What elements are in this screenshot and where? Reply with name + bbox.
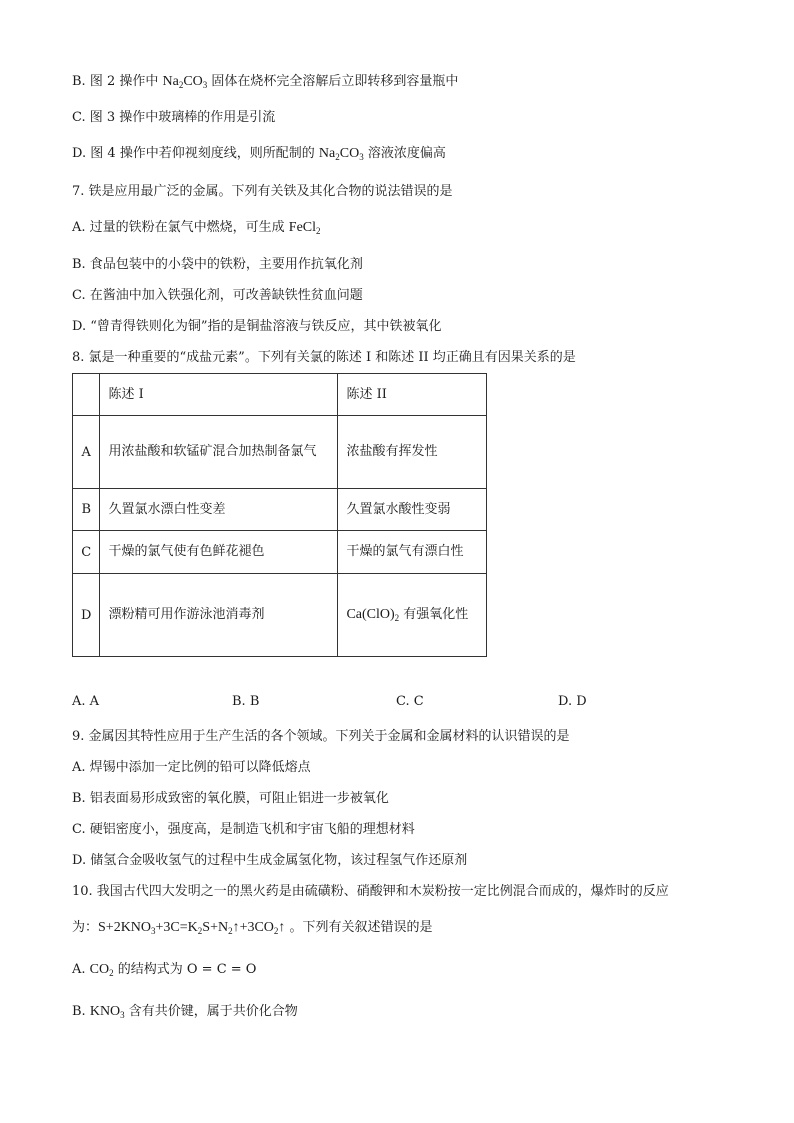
- formula-part: CO: [89, 962, 110, 977]
- q8-choice-b[interactable]: B. B: [232, 694, 260, 709]
- q8-choice-d[interactable]: D. D: [558, 694, 587, 709]
- q7-option-c: C. 在酱油中加入铁强化剂，可改善缺铁性贫血问题: [72, 288, 363, 303]
- table-header-row: [73, 374, 487, 416]
- row-key: A: [73, 416, 100, 489]
- q10-option-b-text: 含有共价键，属于共价化合物: [124, 1004, 298, 1019]
- row-statement-1: 漂粉精可用作游泳池消毒剂: [100, 574, 338, 657]
- fecl2-formula: [289, 220, 321, 235]
- q7-option-a-text: A. 过量的铁粉在氯气中燃烧，可生成: [72, 220, 289, 235]
- q8-choice-c[interactable]: C. C: [396, 694, 424, 709]
- row-statement-1: 干燥的氯气使有色鲜花褪色: [100, 531, 338, 574]
- q10-stem: 10. 我国古代四大发明之一的黑火药是由硫磺粉、硝酸钾和木炭粉按一定比例混合而成的，爆炸时的反应: [72, 884, 669, 899]
- q7-option-d: D. “曾青得铁则化为铜”指的是铜盐溶液与铁反应，其中铁被氧化: [72, 319, 442, 334]
- q10-stem-prefix: 为：: [72, 920, 99, 935]
- row-key: D: [73, 574, 100, 657]
- table-row: [73, 574, 487, 657]
- row-statement-2: [338, 574, 487, 657]
- formula-subscript: 2: [228, 926, 233, 936]
- formula-part: ↑: [278, 920, 286, 935]
- row-statement-1: 久置氯水漂白性变差: [100, 489, 338, 531]
- kno3-formula: [90, 1004, 125, 1019]
- q6-option-d: [72, 144, 446, 164]
- q6-option-b: [72, 72, 458, 92]
- row-statement-2: 浓盐酸有挥发性: [338, 416, 487, 489]
- formula-subscript: 3: [359, 152, 364, 162]
- q10-stem-suffix: 。下列有关叙述错误的是: [285, 920, 433, 935]
- q6-option-b-text-end: 固体在烧杯完全溶解后立即转移到容量瓶中: [207, 74, 459, 89]
- na2co3-formula: [163, 74, 208, 89]
- q7-option-a: [72, 218, 321, 238]
- q6-option-c: C. 图 3 操作中玻璃棒的作用是引流: [72, 110, 276, 125]
- q10-option-b-label: B.: [72, 1004, 90, 1019]
- q9-stem: 9. 金属因其特性应用于生产生活的各个领域。下列关于金属和金属材料的认识错误的是: [72, 729, 570, 744]
- formula-part: +3C=K: [155, 920, 198, 935]
- formula-part: CO: [183, 74, 203, 89]
- q9-option-c: C. 硬铝密度小，强度高，是制造飞机和宇宙飞船的理想材料: [72, 822, 415, 837]
- formula-part: Na: [318, 146, 336, 161]
- formula-part: FeCl: [288, 220, 317, 235]
- formula-part: S+2KNO: [98, 920, 152, 935]
- table-row: [73, 489, 487, 531]
- row-key: C: [73, 531, 100, 574]
- q6-option-b-text: B. 图 2 操作中: [72, 74, 163, 89]
- formula-subscript: 2: [273, 926, 279, 936]
- row-statement-2-text: 有强氧化性: [399, 607, 469, 622]
- row-key: B: [73, 489, 100, 531]
- q9-option-d: D. 储氢合金吸收氢气的过程中生成金属氢化物，该过程氢气作还原剂: [72, 853, 468, 868]
- co2-formula: [90, 962, 114, 977]
- formula-subscript: 2: [394, 613, 400, 623]
- gunpowder-reaction-equation: [98, 920, 285, 935]
- q10-option-a-text: 的结构式为 O = C = O: [113, 962, 257, 977]
- formula-part: Ca(ClO): [346, 607, 395, 622]
- formula-subscript: 2: [197, 926, 203, 936]
- q10-option-a-label: A.: [72, 962, 90, 977]
- formula-subscript: 3: [202, 80, 208, 90]
- formula-part: KNO: [89, 1004, 121, 1019]
- table-row: [73, 416, 487, 489]
- na2co3-formula: [319, 146, 364, 161]
- q8-stem: 8. 氯是一种重要的“成盐元素”。下列有关氯的陈述 I 和陈述 II 均正确且有因果关系的是: [72, 350, 576, 365]
- row-statement-1: 用浓盐酸和软锰矿混合加热制备氯气: [100, 416, 338, 489]
- q10-stem-equation-line: [72, 918, 433, 938]
- q8-choice-a[interactable]: A. A: [72, 694, 100, 709]
- q7-stem: 7. 铁是应用最广泛的金属。下列有关铁及其化合物的说法错误的是: [72, 184, 453, 199]
- q6-option-d-text: D. 图 4 操作中若仰视刻度线，则所配制的: [72, 146, 319, 161]
- formula-part: S+N: [202, 920, 229, 935]
- formula-part: ↑+3CO: [232, 920, 274, 935]
- table-row: [73, 531, 487, 574]
- table-header-statement-1: 陈述 I: [100, 374, 338, 416]
- row-statement-2: 干燥的氯气有漂白性: [338, 531, 487, 574]
- formula-subscript: 2: [178, 80, 184, 90]
- formula-subscript: 2: [335, 152, 340, 162]
- ca-clo2-formula: [346, 607, 399, 622]
- q8-statement-table: [72, 373, 487, 657]
- table-header-statement-2: 陈述 II: [338, 374, 487, 416]
- table-header-key: [73, 374, 100, 416]
- formula-subscript: 2: [316, 226, 321, 236]
- formula-subscript: 2: [109, 968, 114, 978]
- formula-subscript: 3: [151, 926, 156, 936]
- q10-option-b: [72, 1002, 298, 1022]
- q9-option-b: B. 铝表面易形成致密的氧化膜，可阻止铝进一步被氧化: [72, 791, 389, 806]
- formula-part: Na: [162, 74, 179, 89]
- q9-option-a: A. 焊锡中添加一定比例的铅可以降低熔点: [72, 760, 311, 775]
- q6-option-d-text-end: 溶液浓度偏高: [363, 146, 446, 161]
- formula-subscript: 3: [120, 1010, 125, 1020]
- formula-part: CO: [339, 146, 360, 161]
- q7-option-b: B. 食品包装中的小袋中的铁粉，主要用作抗氧化剂: [72, 257, 363, 272]
- q10-option-a: [72, 960, 256, 980]
- row-statement-2: 久置氯水酸性变弱: [338, 489, 487, 531]
